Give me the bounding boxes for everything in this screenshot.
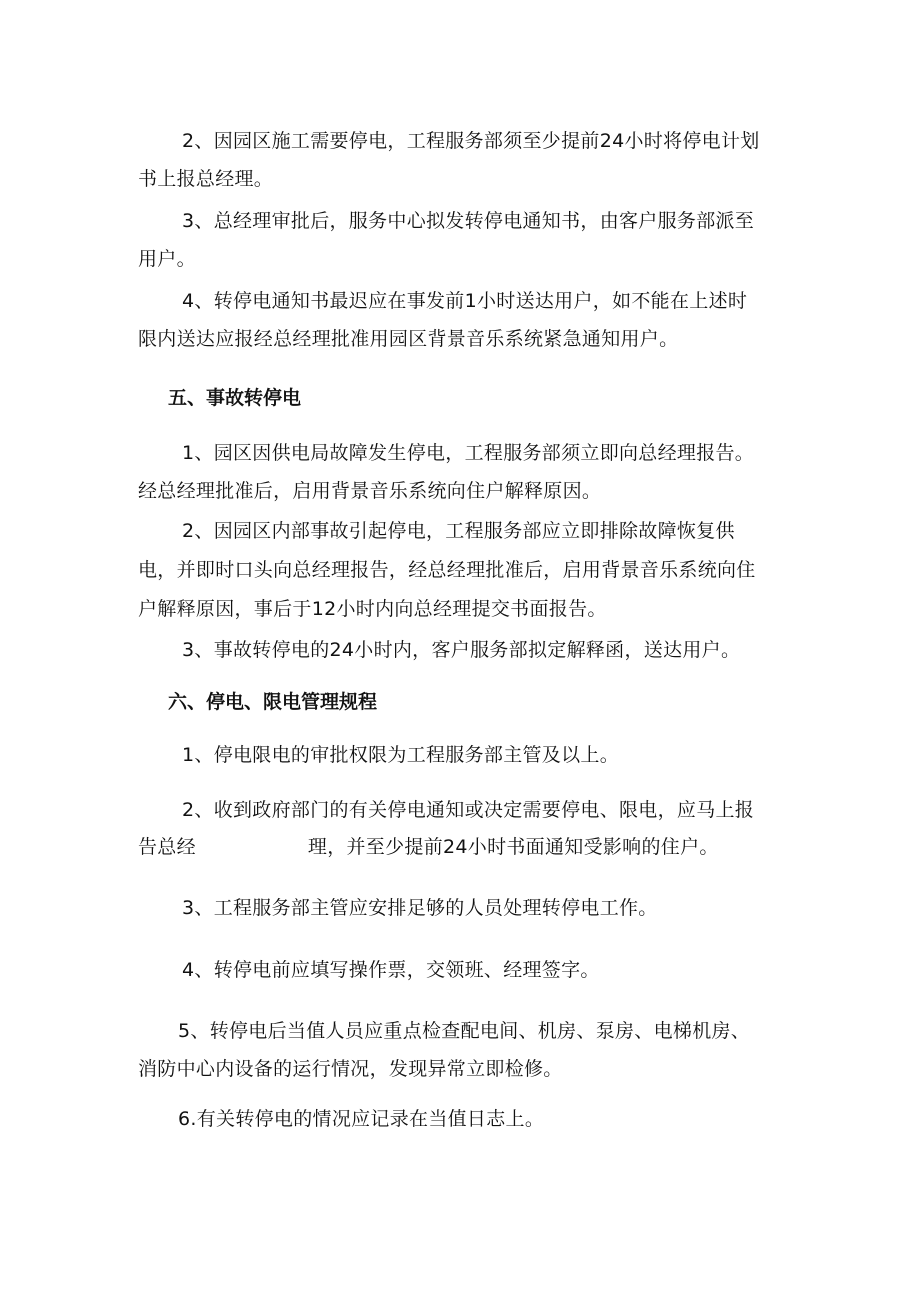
paragraph-line: 1、停电限电的审批权限为工程服务部主管及以上。: [182, 744, 619, 766]
line-fragment: 理，并至少提前24小时书面通知受影响的住户。: [307, 836, 719, 858]
section-heading: 五、事故转停电: [168, 387, 302, 409]
paragraph-line: 户解释原因，事后于12小时内向总经理提交书面报告。: [138, 598, 607, 620]
paragraph-line: 3、总经理审批后，服务中心拟发转停电通知书，由客户服务部派至: [182, 210, 755, 232]
line-fragment: 告总经: [138, 836, 196, 858]
paragraph-line: 2、因园区施工需要停电，工程服务部须至少提前24小时将停电计划: [182, 130, 760, 152]
paragraph-line: 2、因园区内部事故引起停电，工程服务部应立即排除故障恢复供: [182, 520, 735, 542]
paragraph-line: 5、转停电后当值人员应重点检查配电间、机房、泵房、电梯机房、: [178, 1020, 751, 1042]
paragraph-line: 消防中心内设备的运行情况，发现异常立即检修。: [138, 1058, 563, 1080]
paragraph-line: 2、收到政府部门的有关停电通知或决定需要停电、限电，应马上报: [182, 799, 755, 821]
paragraph-line: 限内送达应报经总经理批准用园区背景音乐系统紧急通知用户。: [138, 328, 679, 350]
paragraph-line: 用户。: [138, 248, 196, 270]
paragraph-line: 书上报总经理。: [138, 168, 274, 190]
paragraph-line: 电，并即时口头向总经理报告，经总经理批准后，启用背景音乐系统向住: [138, 559, 756, 581]
paragraph-line: 3、工程服务部主管应安排足够的人员处理转停电工作。: [182, 897, 658, 919]
paragraph-line: 4、转停电通知书最迟应在事发前1小时送达用户，如不能在上述时: [182, 290, 748, 312]
paragraph-line: 3、事故转停电的24小时内，客户服务部拟定解释函，送达用户。: [182, 639, 741, 661]
paragraph-line: 6.有关转停电的情况应记录在当值日志上。: [178, 1108, 545, 1130]
paragraph-line: [138, 834, 719, 860]
section-heading: 六、停电、限电管理规程: [168, 691, 378, 713]
paragraph-line: 1、园区因供电局故障发生停电，工程服务部须立即向总经理报告。: [182, 442, 755, 464]
paragraph-line: 经总经理批准后，启用背景音乐系统向住户解释原因。: [138, 480, 602, 502]
paragraph-line: 4、转停电前应填写操作票，交领班、经理签字。: [182, 959, 600, 981]
